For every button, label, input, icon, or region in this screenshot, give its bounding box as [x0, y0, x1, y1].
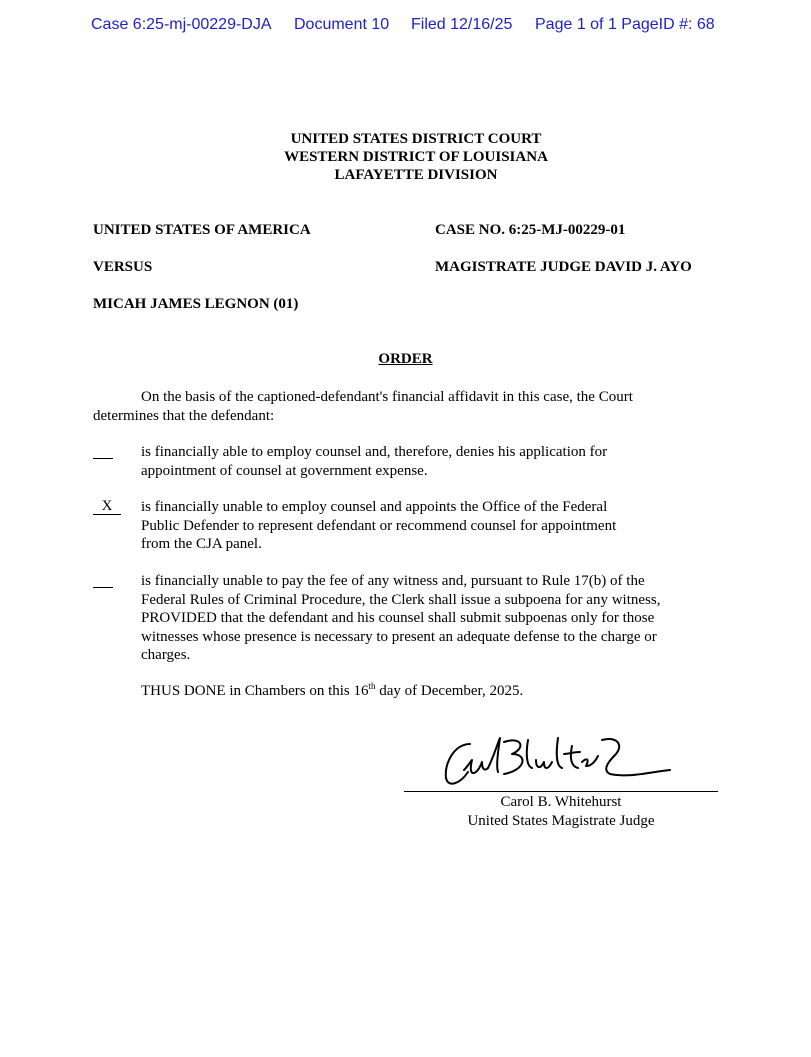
- handwritten-signature: [440, 732, 680, 794]
- caption-versus: VERSUS: [93, 259, 153, 275]
- caption-judge: MAGISTRATE JUDGE DAVID J. AYO: [435, 259, 692, 275]
- signature-block: [404, 793, 718, 831]
- finding-2-text: [141, 498, 616, 554]
- finding-line: Public Defender to represent defendant or recommend counsel for appointment: [141, 517, 617, 534]
- closing-statement: [141, 682, 523, 701]
- closing-prefix: THUS DONE in Chambers on this 16: [141, 683, 369, 699]
- closing-ordinal: th: [368, 681, 376, 691]
- caption-plaintiff: UNITED STATES OF AMERICA: [93, 222, 311, 238]
- finding-1-checkmark-blank: [93, 442, 113, 459]
- signer-title: United States Magistrate Judge: [467, 813, 655, 829]
- court-heading: [0, 130, 811, 184]
- order-title: ORDER: [378, 351, 433, 367]
- filing-stamp: [91, 16, 791, 36]
- finding-line: appointment of counsel at government expense.: [141, 462, 428, 479]
- intro-line: determines that the defendant:: [93, 407, 275, 424]
- caption-defendant: MICAH JAMES LEGNON (01): [93, 296, 299, 312]
- stamp-document-number: Document 10: [294, 16, 390, 33]
- intro-paragraph: [93, 388, 633, 425]
- signer-name: Carol B. Whitehurst: [500, 794, 622, 810]
- intro-line: On the basis of the captioned-defendant's financial affidavit in this case, the Court: [141, 389, 633, 405]
- caption-case-number: CASE NO. 6:25-MJ-00229-01: [435, 222, 626, 238]
- finding-line: is financially unable to pay the fee of any witness and, pursuant to Rule 17(b) of the: [141, 573, 645, 589]
- finding-line: is financially unable to employ counsel and appoints the Office of the Federal: [141, 499, 608, 515]
- finding-2-checkmark-blank: X: [93, 498, 121, 515]
- stamp-page-id: Page 1 of 1 PageID #: 68: [535, 16, 715, 33]
- stamp-filed-date: Filed 12/16/25: [411, 16, 513, 33]
- finding-line: is financially able to employ counsel and, therefore, denies his application for: [141, 444, 608, 460]
- closing-suffix: day of December, 2025.: [375, 683, 524, 699]
- court-division: LAFAYETTE DIVISION: [334, 167, 498, 183]
- finding-line: charges.: [141, 647, 191, 663]
- signature-line: [404, 791, 718, 792]
- stamp-case-number: Case 6:25-mj-00229-DJA: [91, 16, 272, 33]
- finding-line: PROVIDED that the defendant and his counsel shall submit subpoenas only for those: [141, 610, 655, 626]
- finding-3-checkmark-blank: [93, 571, 113, 588]
- finding-line: Federal Rules of Criminal Procedure, the Clerk shall issue a subpoena for any witness,: [141, 591, 661, 608]
- court-district: WESTERN DISTRICT OF LOUISIANA: [284, 149, 548, 165]
- finding-line: from the CJA panel.: [141, 536, 262, 552]
- finding-1-text: [141, 443, 607, 480]
- court-name: UNITED STATES DISTRICT COURT: [290, 131, 542, 147]
- finding-3-text: [141, 572, 660, 665]
- finding-line: witnesses whose presence is necessary to present an adequate defense to the charge or: [141, 628, 657, 645]
